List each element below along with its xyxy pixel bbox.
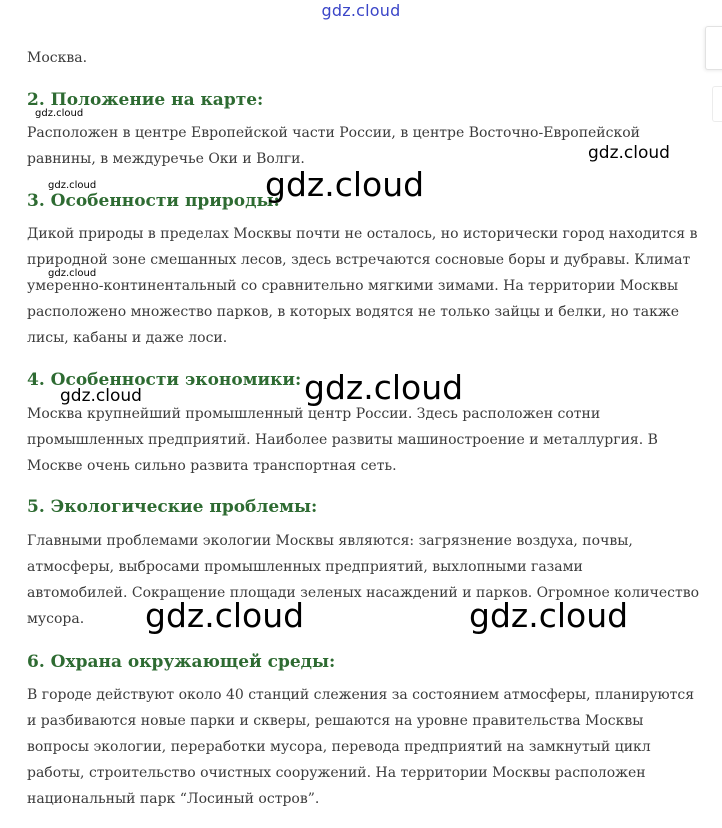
paragraph-line: промышленных предприятий. Наиболее развиты машиностроение и металлургия. В <box>27 432 658 448</box>
paragraph-line: равнины, в междуречье Оки и Волги. <box>27 151 305 167</box>
paragraph-line: Главными проблемами экологии Москвы являются: загрязнение воздуха, почвы, <box>27 533 633 549</box>
paragraph-line: Расположен в центре Европейской части России, в центре Восточно-Европейской <box>27 125 640 141</box>
watermark: gdz.cloud <box>35 108 84 119</box>
paragraph-line: и разбиваются новые парки и скверы, решаются на уровне правительства Москвы <box>27 713 644 729</box>
paragraph-line: мусора. <box>27 611 85 627</box>
section-heading-location: 2. Положение на карте: <box>27 90 264 110</box>
watermark: gdz.cloud <box>48 180 97 191</box>
paragraph-line: природной зоне смешанных лесов, здесь встречаются сосновые боры и дубравы. Климат <box>27 252 691 268</box>
paragraph-line: лисы, кабаны и даже лоси. <box>27 330 228 346</box>
paragraph-line: вопросы экологии, переработки мусора, перевода предприятий на замкнутый цикл <box>27 739 651 755</box>
watermark: gdz.cloud <box>304 368 464 407</box>
paragraph-line: расположено множество парков, в которых водятся не только зайцы и белки, но также <box>27 304 680 320</box>
edge-widget[interactable] <box>705 26 722 70</box>
paragraph-line: национальный парк “Лосиный остров”. <box>27 791 320 807</box>
paragraph-line: автомобилей. Сокращение площади зеленых насаждений и парков. Огромное количество <box>27 585 700 601</box>
paragraph-line: В городе действуют около 40 станций слежения за состоянием атмосферы, планируются <box>27 687 695 703</box>
watermark: gdz.cloud <box>48 268 97 279</box>
section-heading-economy: 4. Особенности экономики: <box>27 370 302 390</box>
edge-widget-secondary[interactable] <box>712 86 722 122</box>
section-heading-ecology: 5. Экологические проблемы: <box>27 497 318 517</box>
top-watermark: gdz.cloud <box>321 1 401 20</box>
paragraph-line: Москва крупнейший промышленный центр России. Здесь расположен сотни <box>27 406 601 422</box>
watermark: gdz.cloud <box>588 143 670 163</box>
section-heading-protection: 6. Охрана окружающей среды: <box>27 652 336 672</box>
intro-text: Москва. <box>27 50 88 66</box>
watermark: gdz.cloud <box>265 165 425 204</box>
paragraph-line: атмосферы, выбросами промышленных предприятий, выхлопными газами <box>27 559 583 575</box>
paragraph-line: умеренно-континентальный со сравнительно мягкими зимами. На территории Москвы <box>27 278 679 294</box>
paragraph-line: работы, строительство очистных сооружений. На территории Москвы расположен <box>27 765 646 781</box>
watermark: gdz.cloud <box>60 386 142 406</box>
section-heading-nature: 3. Особенности природы: <box>27 191 280 211</box>
paragraph-line: Москве очень сильно развита транспортная сеть. <box>27 458 397 474</box>
watermark: gdz.cloud <box>469 596 629 635</box>
watermark: gdz.cloud <box>145 596 305 635</box>
paragraph-line: Дикой природы в пределах Москвы почти не осталось, но исторически город находится в <box>27 226 698 242</box>
